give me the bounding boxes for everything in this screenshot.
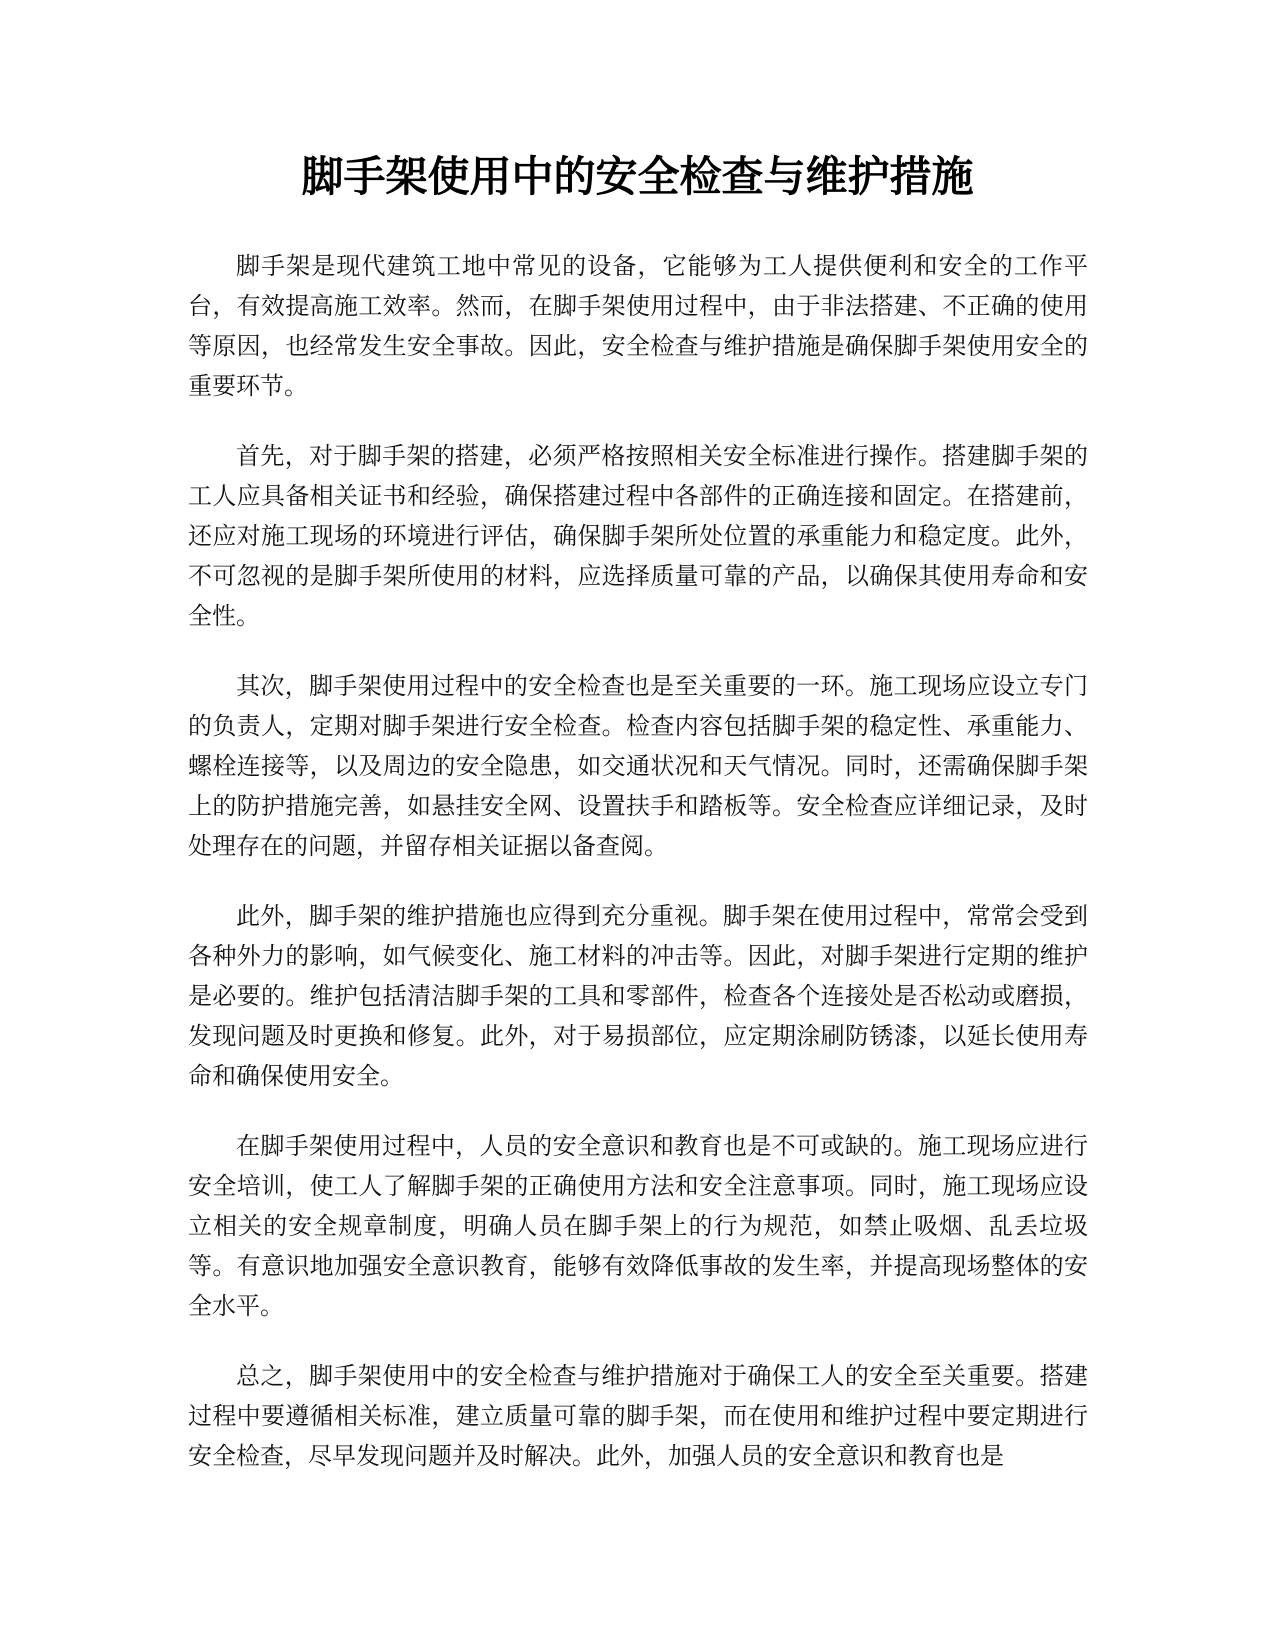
paragraph-intro: 脚手架是现代建筑工地中常见的设备，它能够为工人提供便利和安全的工作平台，有效提高施工效率。然而，在脚手架使用过程中，由于非法搭建、不正确的使用等原因，也经常发生安全事故。因此，安全检查与维护措施是确保脚手架使用安全的重要环节。	[188, 252, 1088, 400]
paragraph-construction: 首先，对于脚手架的搭建，必须严格按照相关安全标准进行操作。搭建脚手架的工人应具备相关证书和经验，确保搭建过程中各部件的正确连接和固定。在搭建前，还应对施工现场的环境进行评估，确保脚手架所处位置的承重能力和稳定度。此外，不可忽视的是脚手架所使用的材料，应选择质量可靠的产品，以确保其使用寿命和安全性。	[188, 442, 1088, 630]
paragraph-maintenance: 此外，脚手架的维护措施也应得到充分重视。脚手架在使用过程中，常常会受到各种外力的影响，如气候变化、施工材料的冲击等。因此，对脚手架进行定期的维护是必要的。维护包括清洁脚手架的工具和零部件，检查各个连接处是否松动或磨损，发现问题及时更换和修复。此外，对于易损部位，应定期涂刷防锈漆，以延长使用寿命和确保使用安全。	[188, 902, 1088, 1090]
document-title: 脚手架使用中的安全检查与维护措施	[301, 152, 974, 201]
paragraph-conclusion: 总之，脚手架使用中的安全检查与维护措施对于确保工人的安全至关重要。搭建过程中要遵循相关标准，建立质量可靠的脚手架，而在使用和维护过程中要定期进行安全检查，尽早发现问题并及时解决。此外，加强人员的安全意识和教育也是	[188, 1362, 1088, 1470]
paragraph-inspection: 其次，脚手架使用过程中的安全检查也是至关重要的一环。施工现场应设立专门的负责人，定期对脚手架进行安全检查。检查内容包括脚手架的稳定性、承重能力、螺栓连接等，以及周边的安全隐患，如交通状况和天气情况。同时，还需确保脚手架上的防护措施完善，如悬挂安全网、设置扶手和踏板等。安全检查应详细记录，及时处理存在的问题，并留存相关证据以备查阅。	[188, 672, 1088, 860]
paragraph-education: 在脚手架使用过程中，人员的安全意识和教育也是不可或缺的。施工现场应进行安全培训，使工人了解脚手架的正确使用方法和安全注意事项。同时，施工现场应设立相关的安全规章制度，明确人员在脚手架上的行为规范，如禁止吸烟、乱丢垃圾等。有意识地加强安全意识教育，能够有效降低事故的发生率，并提高现场整体的安全水平。	[188, 1132, 1088, 1320]
document-body	[188, 246, 1088, 1506]
